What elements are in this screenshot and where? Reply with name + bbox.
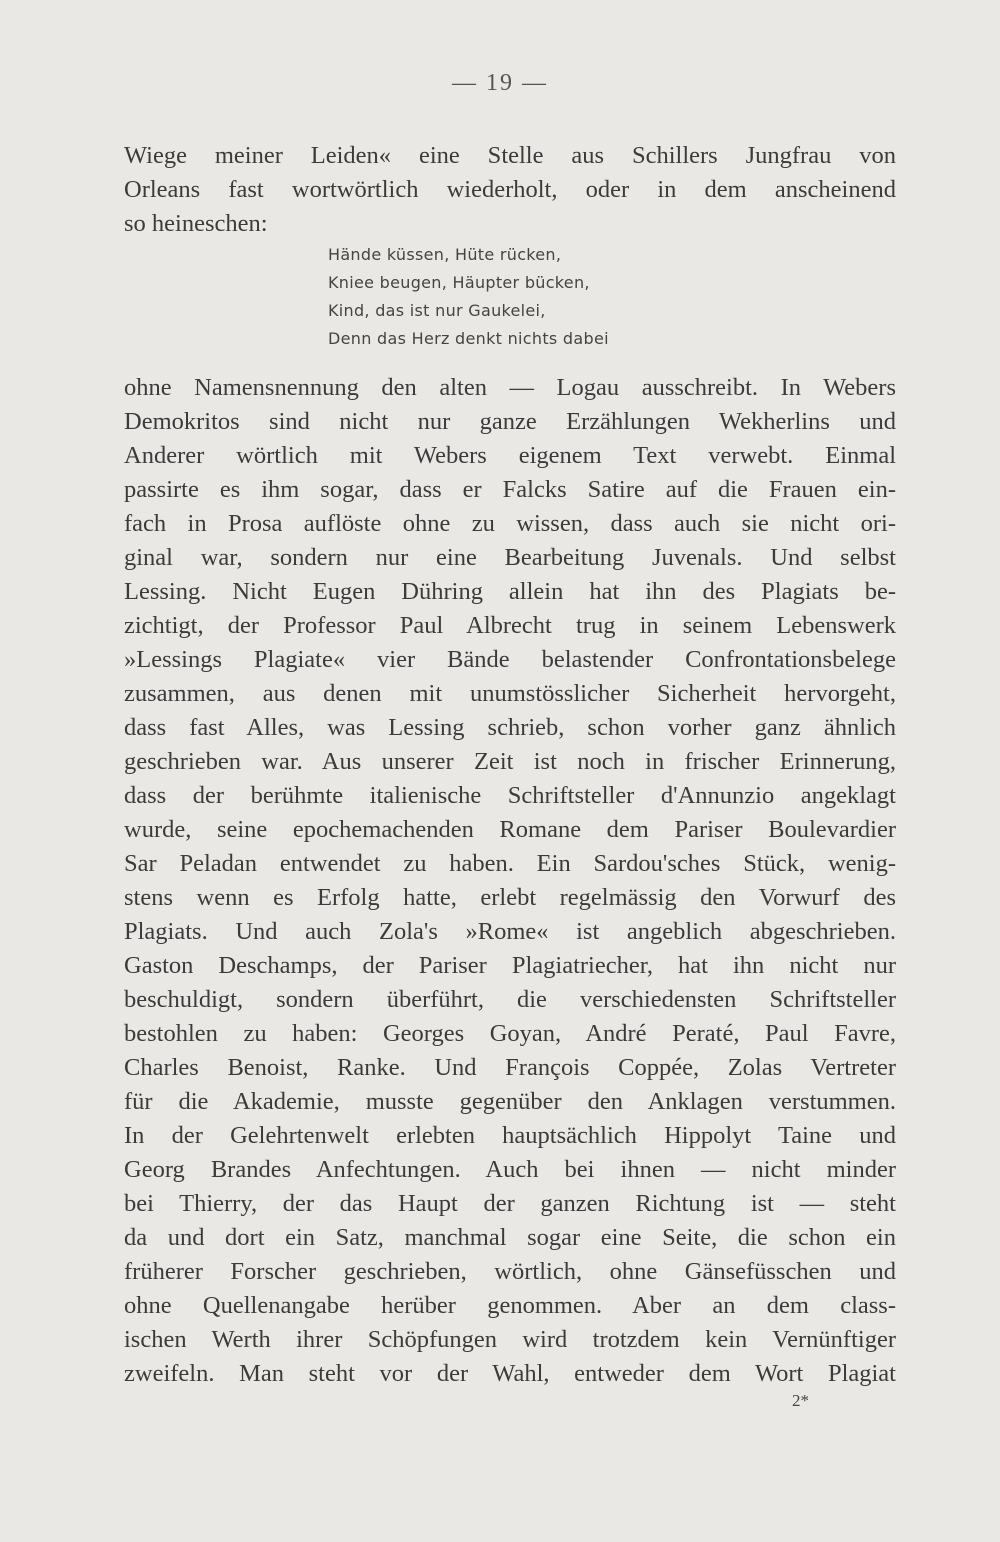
text-line: Orleans fast wortwörtlich wiederholt, oder in dem anscheinend [124,176,896,203]
text-line: dass der berühmte italienische Schriftsteller d'Annunzio angeklagt [124,782,896,809]
text-line: Charles Benoist, Ranke. Und François Coppée, Zolas Vertreter [124,1054,896,1081]
text-line: Sar Peladan entwendet zu haben. Ein Sardou'sches Stück, wenig- [124,850,896,877]
text-line: ischen Werth ihrer Schöpfungen wird trotzdem kein Vernünftiger [124,1326,896,1353]
text-line: Plagiats. Und auch Zola's »Rome« ist angeblich abgeschrieben. [124,918,896,945]
text-line: Anderer wörtlich mit Webers eigenem Text verwebt. Einmal [124,442,896,469]
text-line: Georg Brandes Anfechtungen. Auch bei ihnen — nicht minder [124,1156,896,1183]
text-line: In der Gelehrtenwelt erlebten hauptsächlich Hippolyt Taine und [124,1122,896,1149]
text-line: früherer Forscher geschrieben, wörtlich, ohne Gänsefüsschen und [124,1258,896,1285]
text-line: dass fast Alles, was Lessing schrieb, schon vorher ganz ähnlich [124,714,896,741]
text-line: bei Thierry, der das Haupt der ganzen Richtung ist — steht [124,1190,896,1217]
text-line: stens wenn es Erfolg hatte, erlebt regelmässig den Vorwurf des [124,884,896,911]
text-line: ohne Quellenangabe herüber genommen. Aber an dem class- [124,1292,896,1319]
text-line: ginal war, sondern nur eine Bearbeitung Juvenals. Und selbst [124,544,896,571]
verse-line: Kniee beugen, Häupter bücken, [328,273,590,292]
text-line: zusammen, aus denen mit unumstösslicher Sicherheit hervorgeht, [124,680,896,707]
text-line: geschrieben war. Aus unserer Zeit ist noch in frischer Erinnerung, [124,748,896,775]
text-line: bestohlen zu haben: Georges Goyan, André Peraté, Paul Favre, [124,1020,896,1047]
text-line: Gaston Deschamps, der Pariser Plagiatriecher, hat ihn nicht nur [124,952,896,979]
text-line: da und dort ein Satz, manchmal sogar eine Seite, die schon ein [124,1224,896,1251]
text-line: ohne Namensnennung den alten — Logau ausschreibt. In Webers [124,374,896,401]
verse-line: Hände küssen, Hüte rücken, [328,245,562,264]
text-line: für die Akademie, musste gegenüber den Anklagen verstummen. [124,1088,896,1115]
text-line: zweifeln. Man steht vor der Wahl, entweder dem Wort Plagiat [124,1360,896,1387]
text-line: wurde, seine epochemachenden Romane dem Pariser Boulevardier [124,816,896,843]
signature-mark: 2* [792,1391,809,1410]
verse-line: Kind, das ist nur Gaukelei, [328,301,546,320]
verse-line: Denn das Herz denkt nichts dabei [328,329,609,348]
text-line: fach in Prosa auflöste ohne zu wissen, dass auch sie nicht ori- [124,510,896,537]
text-line: zichtigt, der Professor Paul Albrecht trug in seinem Lebenswerk [124,612,896,639]
text-line: Wiege meiner Leiden« eine Stelle aus Schillers Jungfrau von [124,142,896,169]
text-line: Demokritos sind nicht nur ganze Erzählungen Wekherlins und [124,408,896,435]
text-line: beschuldigt, sondern überführt, die verschiedensten Schriftsteller [124,986,896,1013]
page-number: — 19 — [452,70,548,96]
text-line: passirte es ihm sogar, dass er Falcks Satire auf die Frauen ein- [124,476,896,503]
text-line: »Lessings Plagiate« vier Bände belastender Confrontationsbelege [124,646,896,673]
text-line: so heineschen: [124,210,268,237]
text-line: Lessing. Nicht Eugen Dühring allein hat ihn des Plagiats be- [124,578,896,605]
